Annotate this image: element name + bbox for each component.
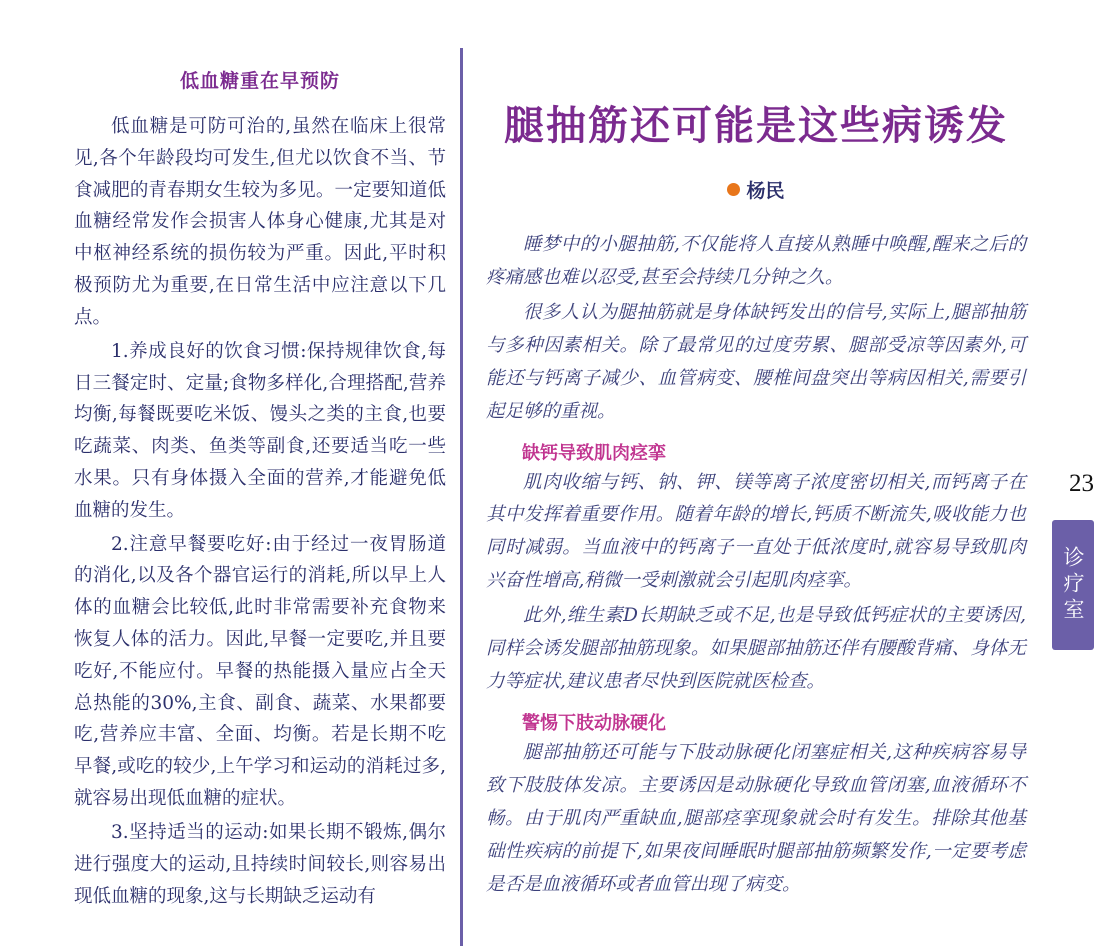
left-article-title: 低血糖重在早预防 [179, 70, 340, 92]
left-article-paragraph: 1.养成良好的饮食习惯:保持规律饮食,每日三餐定时、定量;食物多样化,合理搭配,营养均衡,每餐既要吃米饭、馒头之类的主食,也要吃蔬菜、肉类、鱼类等副食,还要适当吃一些水果。只有身体摄入全面的营养,才能避免低血糖的发生。 [74, 340, 446, 521]
byline [486, 176, 1026, 203]
right-article-subhead: 警惕下肢动脉硬化 [522, 712, 666, 734]
left-article-paragraph: 3.坚持适当的运动:如果长期不锻炼,偶尔进行强度大的运动,且持续时间较长,则容易出现低血糖的现象,这与长期缺乏运动有 [74, 821, 446, 907]
right-article-paragraph: 睡梦中的小腿抽筋,不仅能将人直接从熟睡中唤醒,醒来之后的疼痛感也难以忍受,甚至会持续几分钟之久。 [486, 234, 1026, 288]
column-divider [460, 48, 463, 946]
right-article-paragraph: 腿部抽筋还可能与下肢动脉硬化闭塞症相关,这种疾病容易导致下肢肢体发凉。主要诱因是动脉硬化导致血管闭塞,血液循环不畅。由于肌肉严重缺血,腿部痉挛现象就会时有发生。排除其他基础性疾病的前提下,如果夜间睡眠时腿部抽筋频繁发作,一定要考虑是否是血液循环或者血管出现了病变。 [486, 741, 1026, 895]
section-tab [1052, 520, 1094, 650]
right-article-paragraph: 肌肉收缩与钙、钠、钾、镁等离子浓度密切相关,而钙离子在其中发挥着重要作用。随着年龄的增长,钙质不断流失,吸收能力也同时减弱。当血液中的钙离子一直处于低浓度时,就容易导致肌肉兴奋性增高,稍微一受刺激就会引起肌肉痉挛。 [486, 471, 1026, 592]
right-article [486, 62, 1026, 904]
bullet-dot-icon [727, 183, 740, 196]
right-article-paragraph: 此外,维生素D长期缺乏或不足,也是导致低钙症状的主要诱因,同样会诱发腿部抽筋现象。如果腿部抽筋还伴有腰酸背痛、身体无力等症状,建议患者尽快到医院就医检查。 [486, 605, 1026, 693]
left-article [74, 66, 446, 914]
page-number: 23 [1069, 470, 1094, 497]
right-article-subhead: 缺钙导致肌肉痉挛 [522, 442, 666, 464]
right-article-paragraph: 很多人认为腿抽筋就是身体缺钙发出的信号,实际上,腿部抽筋与多种因素相关。除了最常见的过度劳累、腿部受凉等因素外,可能还与钙离子减少、血管病变、腰椎间盘突出等病因相关,需要引起足够的重视。 [486, 301, 1026, 422]
left-article-paragraph: 2.注意早餐要吃好:由于经过一夜胃肠道的消化,以及各个器官运行的消耗,所以早上人体的血糖会比较低,此时非常需要补充食物来恢复人体的活力。因此,早餐一定要吃,并且要吃好,不能应付。早餐的热能摄入量应占全天总热能的30%,主食、副食、蔬菜、水果都要吃,营养应丰富、全面、均衡。若是长期不吃早餐,或吃的较少,上午学习和运动的消耗过多,就容易出现低血糖的症状。 [74, 533, 446, 810]
section-tab-label: 诊疗室 [1061, 546, 1085, 624]
byline-author: 杨民 [746, 180, 785, 202]
right-article-headline: 腿抽筋还可能是这些病诱发 [504, 102, 1008, 149]
left-article-paragraph: 低血糖是可防可治的,虽然在临床上很常见,各个年龄段均可发生,但尤以饮食不当、节食减肥的青春期女生较为多见。一定要知道低血糖经常发作会损害人体身心健康,尤其是对中枢神经系统的损伤较为严重。因此,平时积极预防尤为重要,在日常生活中应注意以下几点。 [74, 116, 446, 328]
